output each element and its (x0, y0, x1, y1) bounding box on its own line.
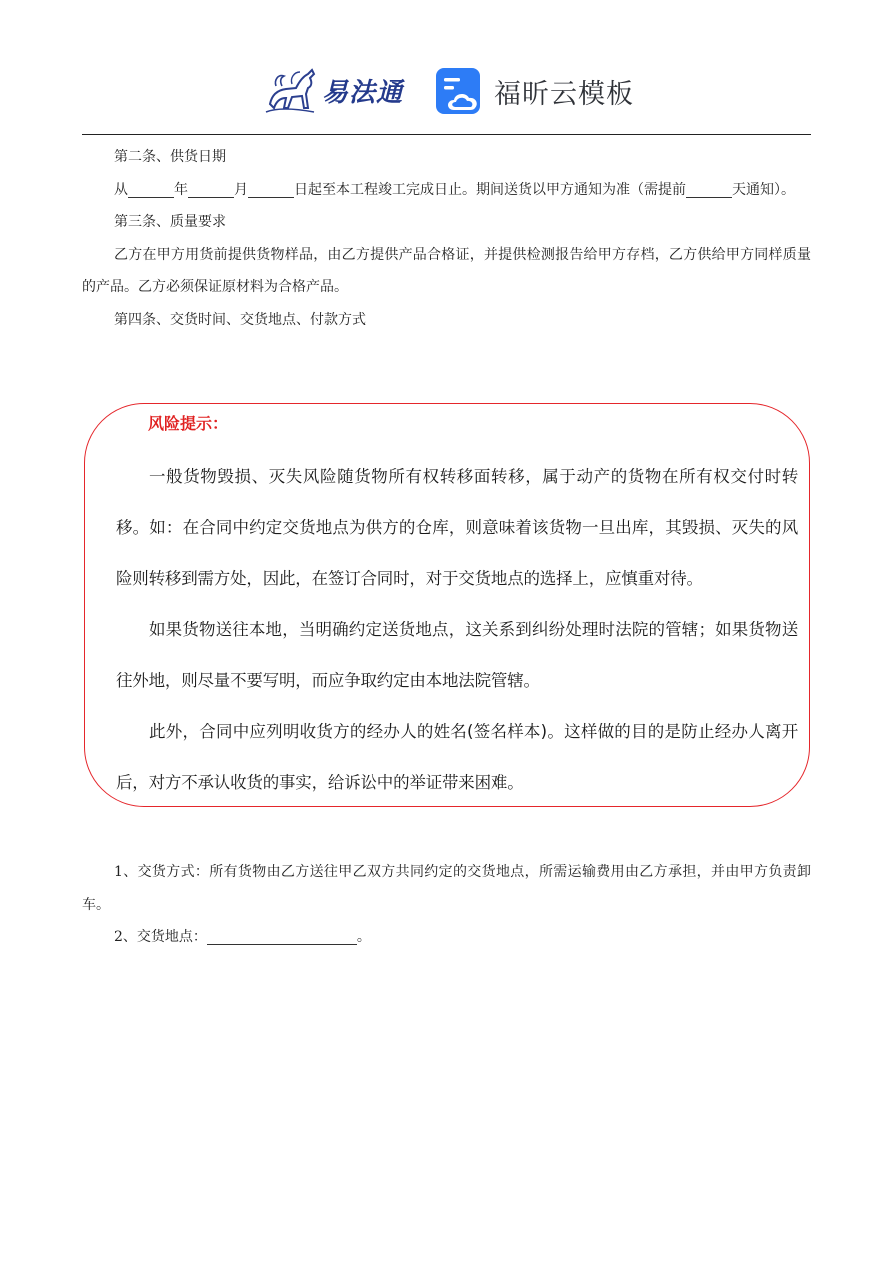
section-3-title: 第三条、质量要求 (114, 214, 226, 230)
logo-left-text: 易法通 (322, 77, 404, 108)
header-divider (82, 134, 811, 135)
contract-body-upper (82, 141, 811, 336)
yifatong-logo (262, 62, 414, 118)
text-year: 年 (174, 181, 188, 198)
section-3-body: 乙方在甲方用货前提供货物样品，由乙方提供产品合格证，并提供检测报告给甲方存档，乙方供给甲方同样质量的产品。乙方必须保证原材料为合格产品。 (82, 246, 811, 295)
blank-month (188, 179, 234, 198)
risk-paragraph-1: 一般货物毁损、灭失风险随货物所有权转移面转移，属于动产的货物在所有权交付时转移。如：在合同中约定交货地点为供方的仓库，则意味着该货物一旦出库，其毁损、灭失的风险则转移到需方处，因此，在签订合同时，对于交货地点的选择上，应慎重对待。 (116, 467, 798, 588)
item-2-label: 2、交货地点： (114, 929, 207, 945)
section-4-title: 第四条、交货时间、交货地点、付款方式 (114, 311, 366, 328)
text-notice-end: 通知）。 (746, 181, 795, 198)
text-month: 月 (234, 181, 248, 198)
blank-days-notice (686, 179, 732, 198)
item-2-end: 。 (356, 929, 371, 945)
risk-notice-text (116, 451, 798, 808)
risk-notice-title: 风险提示： (148, 414, 229, 433)
horse-emblem-icon (262, 64, 320, 116)
blank-year (128, 179, 174, 198)
risk-paragraph-2: 如果货物送往本地，当明确约定送货地点，这关系到纠纷处理时法院的管辖；如果货物送往外地，则尽量不要写明，而应争取约定由本地法院管辖。 (116, 620, 798, 690)
section-2-body (82, 174, 811, 207)
item-2-delivery-location (82, 921, 811, 954)
risk-paragraph-3: 此外，合同中应列明收货方的经办人的姓名(签名样本)。这样做的目的是防止经办人离开后，对方不承认收货的事实，给诉讼中的举证带来困难。 (116, 722, 798, 792)
fuxin-logo (434, 64, 634, 118)
item-1-delivery-method: 1、交货方式：所有货物由乙方送往甲乙双方共同约定的交货地点，所需运输费用由乙方承担，并由甲方负责卸车。 (82, 864, 811, 913)
section-2-title: 第二条、供货日期 (114, 149, 226, 165)
text-day: 天 (732, 181, 746, 198)
text-body: 日起至本工程竣工完成日止。期间送货以甲方通知为准（需提前 (294, 181, 686, 198)
blank-delivery-location (207, 926, 357, 945)
text-from: 从 (114, 181, 128, 198)
logo-right-text: 福昕云模板 (494, 78, 634, 110)
cloud-document-icon (434, 66, 484, 116)
blank-day (248, 179, 294, 198)
contract-body-lower (82, 856, 811, 954)
page-header (0, 58, 893, 122)
